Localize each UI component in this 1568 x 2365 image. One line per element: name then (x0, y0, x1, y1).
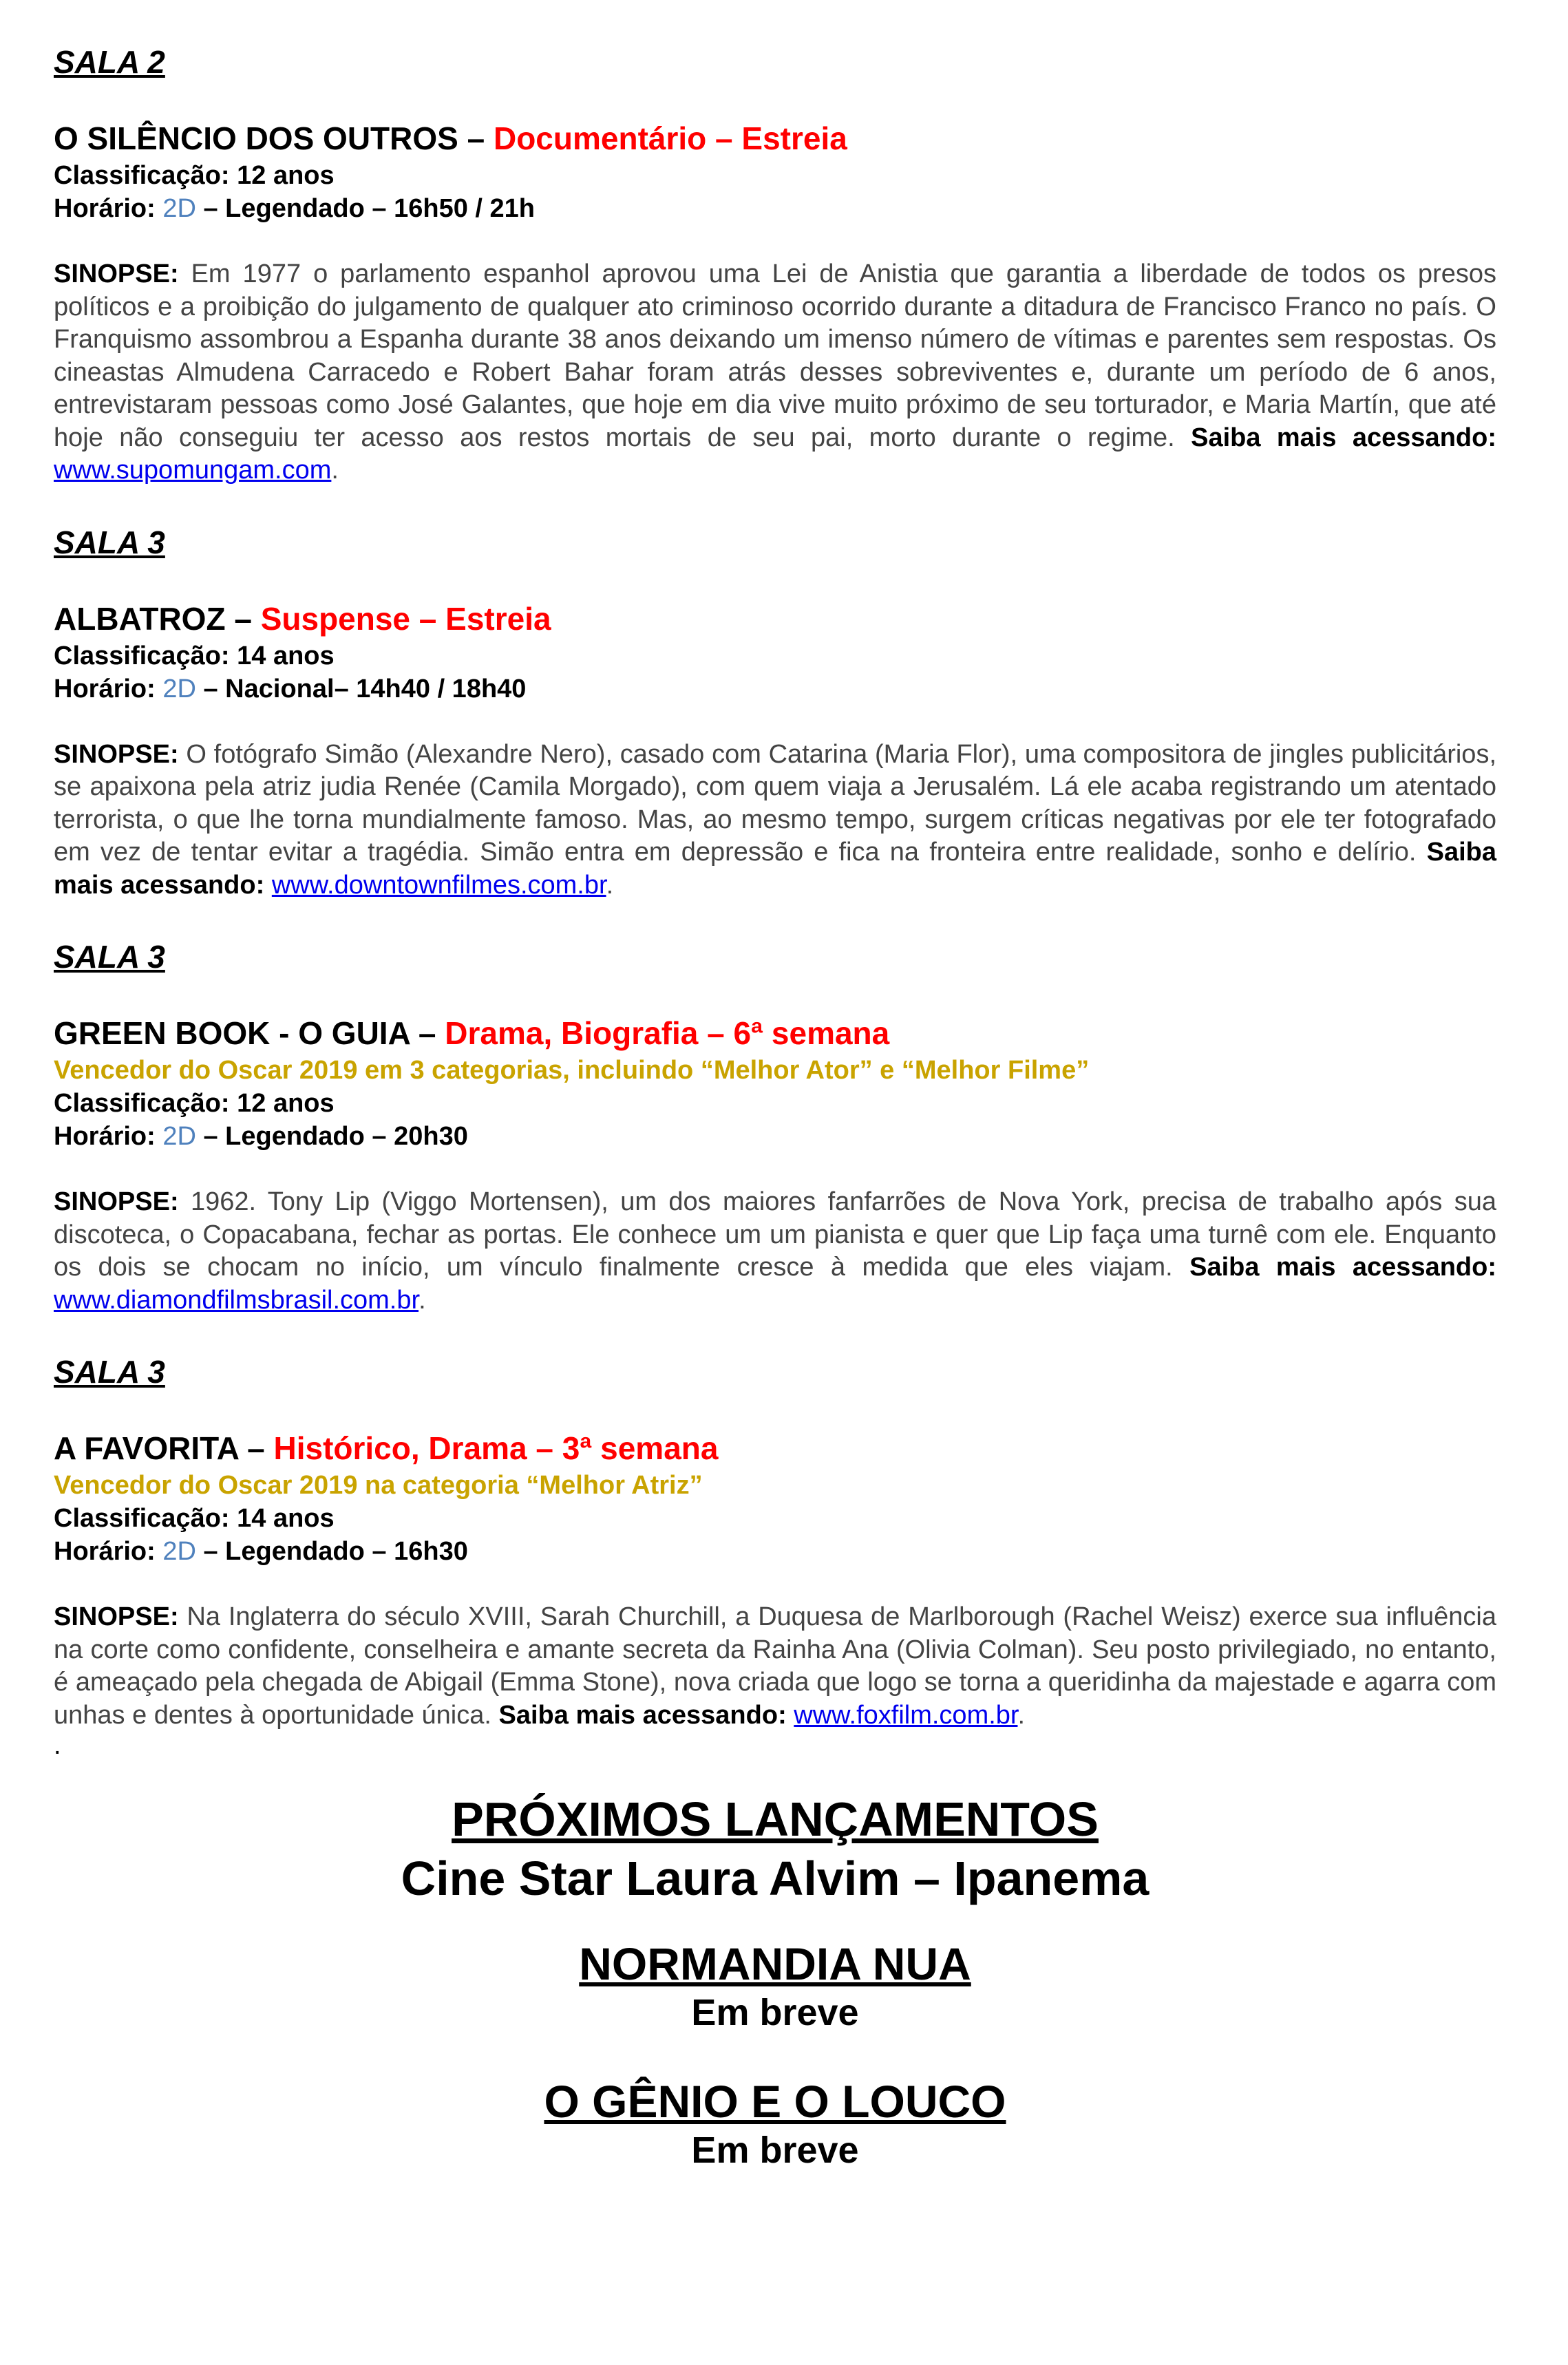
film-title-line (54, 1012, 1496, 1054)
synopsis-label: SINOPSE: (54, 1187, 179, 1216)
film-website-link[interactable]: www.supomungam.com (54, 456, 332, 485)
title-separator: – (238, 1430, 274, 1466)
more-info-label: Saiba mais acessando: (1191, 423, 1496, 452)
film-title: ALBATROZ (54, 600, 226, 637)
showtimes-label: Horário: (54, 674, 163, 703)
film-title-line (54, 118, 1496, 159)
film-genre: Documentário – Estreia (493, 120, 847, 156)
period: . (1017, 1700, 1026, 1730)
film-website-link[interactable]: www.foxfilm.com.br (794, 1700, 1018, 1730)
upcoming-film-title: NORMANDIA NUA (579, 1938, 971, 1989)
synopsis-label: SINOPSE: (54, 739, 179, 769)
synopsis-label: SINOPSE: (54, 259, 179, 288)
synopsis-label: SINOPSE: (54, 1602, 179, 1631)
film-website-link[interactable]: www.diamondfilmsbrasil.com.br (54, 1285, 419, 1315)
synopsis (54, 1601, 1496, 1732)
room-label: SALA 3 (54, 939, 165, 975)
more-info-label: Saiba mais acessando: (498, 1700, 787, 1730)
more-info-label: Saiba mais acessando: (54, 838, 1496, 900)
more-info-label: Saiba mais acessando: (1189, 1253, 1496, 1282)
film-title: GREEN BOOK - O GUIA (54, 1015, 410, 1051)
synopsis-text: Na Inglaterra do século XVIII, Sarah Churchill, a Duquesa de Marlborough (Rachel Weisz) exerce sua influência na corte como confidente, conselheira e amante secreta da Rainha Ana (Olivia Colman). Seu posto privilegiado, no entanto, é ameaçado pela chegada de Abigail (Emma Stone), nova criada que logo se torna a queridinha da majestade e agarra com unhas e dentes à oportunidade única. (54, 1602, 1496, 1730)
award-note: Vencedor do Oscar 2019 em 3 categorias, incluindo “Melhor Ator” e “Melhor Filme” (54, 1056, 1090, 1085)
film-block (54, 1353, 1496, 1732)
upcoming-section (54, 1790, 1496, 2172)
classification (54, 639, 1496, 672)
film-genre: Drama, Biografia – 6ª semana (445, 1015, 890, 1051)
period: . (331, 456, 339, 485)
period: . (606, 870, 614, 900)
film-title-line (54, 598, 1496, 639)
classification-value: 12 anos (229, 161, 335, 190)
title-separator: – (458, 120, 494, 156)
title-separator: – (225, 600, 261, 637)
award-note: Vencedor do Oscar 2019 na categoria “Melhor Atriz” (54, 1471, 703, 1500)
cinema-name: Cine Star Laura Alvim – Ipanema (401, 1852, 1149, 1905)
format-badge: 2D (162, 1122, 196, 1151)
showtimes-value: – Legendado – 16h30 (195, 1537, 468, 1566)
synopsis (54, 739, 1496, 902)
period: . (419, 1285, 426, 1315)
classification (54, 159, 1496, 192)
showtimes-label: Horário: (54, 194, 163, 223)
showtimes-value: – Legendado – 16h50 / 21h (195, 194, 536, 223)
room-label: SALA 2 (54, 44, 165, 80)
film-website-link[interactable]: www.downtownfilmes.com.br (271, 870, 606, 900)
upcoming-heading: PRÓXIMOS LANÇAMENTOS (452, 1792, 1099, 1846)
upcoming-film-status: Em breve (691, 2130, 859, 2171)
upcoming-film-status: Em breve (691, 1992, 859, 2033)
synopsis-text: O fotógrafo Simão (Alexandre Nero), casado com Catarina (Maria Flor), uma compositora de jingles publicitários, se apaixona pela atriz judia Renée (Camila Morgado), com quem viaja a Jerusalém. Lá ele acaba registrando um atentado terrorista, o que lhe torna mundialmente famoso. Mas, ao mesmo tempo, surgem críticas negativas por ele ter fotografado em vez de tentar evitar a tragédia. Simão entra em depressão e fica na fronteira entre realidade, sonho e delírio. (54, 739, 1496, 867)
showtimes-value: – Legendado – 20h30 (195, 1122, 468, 1151)
film-title: A FAVORITA (54, 1430, 239, 1466)
classification (54, 1087, 1496, 1120)
classification-label: Classificação: (54, 1089, 230, 1118)
classification-label: Classificação: (54, 1504, 230, 1533)
synopsis (54, 1186, 1496, 1317)
format-badge: 2D (162, 674, 196, 703)
showtimes-value: – Nacional– 14h40 / 18h40 (195, 674, 527, 703)
classification-label: Classificação: (54, 641, 230, 670)
classification-label: Classificação: (54, 161, 230, 190)
showtimes (54, 192, 1496, 225)
film-genre: Suspense – Estreia (260, 600, 551, 637)
film-title: O SILÊNCIO DOS OUTROS (54, 120, 458, 156)
document-page (54, 43, 1496, 2172)
showtimes-label: Horário: (54, 1537, 163, 1566)
film-title-line (54, 1428, 1496, 1469)
classification (54, 1502, 1496, 1535)
film-block (54, 937, 1496, 1317)
classification-value: 14 anos (229, 641, 335, 670)
title-separator: – (410, 1015, 445, 1051)
room-label: SALA 3 (54, 1354, 165, 1390)
showtimes-label: Horário: (54, 1122, 163, 1151)
stray-period: . (54, 1731, 61, 1760)
showtimes (54, 672, 1496, 706)
room-label: SALA 3 (54, 524, 165, 560)
synopsis-text: Em 1977 o parlamento espanhol aprovou uma Lei de Anistia que garantia a liberdade de todos os presos políticos e a proibição do julgamento de qualquer ato criminoso ocorrido durante a ditadura de Francisco Franco no país. O Franquismo assombrou a Espanha durante 38 anos deixando um imenso número de vítimas e parentes sem respostas. Os cineastas Almudena Carracedo e Robert Bahar foram atrás desses sobreviventes e, durante um período de 6 anos, entrevistaram pessoas como José Galantes, que hoje em dia vive muito próximo de seu torturador, e Maria Martín, que até hoje não conseguiu ter acesso aos restos mortais de seu pai, morto durante o regime. (54, 259, 1496, 452)
format-badge: 2D (162, 194, 196, 223)
film-genre: Histórico, Drama – 3ª semana (273, 1430, 719, 1466)
film-block (54, 43, 1496, 487)
classification-value: 14 anos (229, 1504, 335, 1533)
synopsis (54, 258, 1496, 487)
showtimes (54, 1535, 1496, 1568)
upcoming-film-title: O GÊNIO E O LOUCO (544, 2076, 1006, 2127)
synopsis-text: 1962. Tony Lip (Viggo Mortensen), um dos maiores fanfarrões de Nova York, precisa de trabalho após sua discoteca, o Copacabana, fechar as portas. Ele conhece um um pianista e quer que Lip faça uma turnê com ele. Enquanto os dois se chocam no início, um vínculo finalmente cresce à medida que eles viajam. (54, 1187, 1496, 1282)
format-badge: 2D (162, 1537, 196, 1566)
showtimes (54, 1120, 1496, 1153)
film-block (54, 523, 1496, 902)
classification-value: 12 anos (229, 1089, 335, 1118)
